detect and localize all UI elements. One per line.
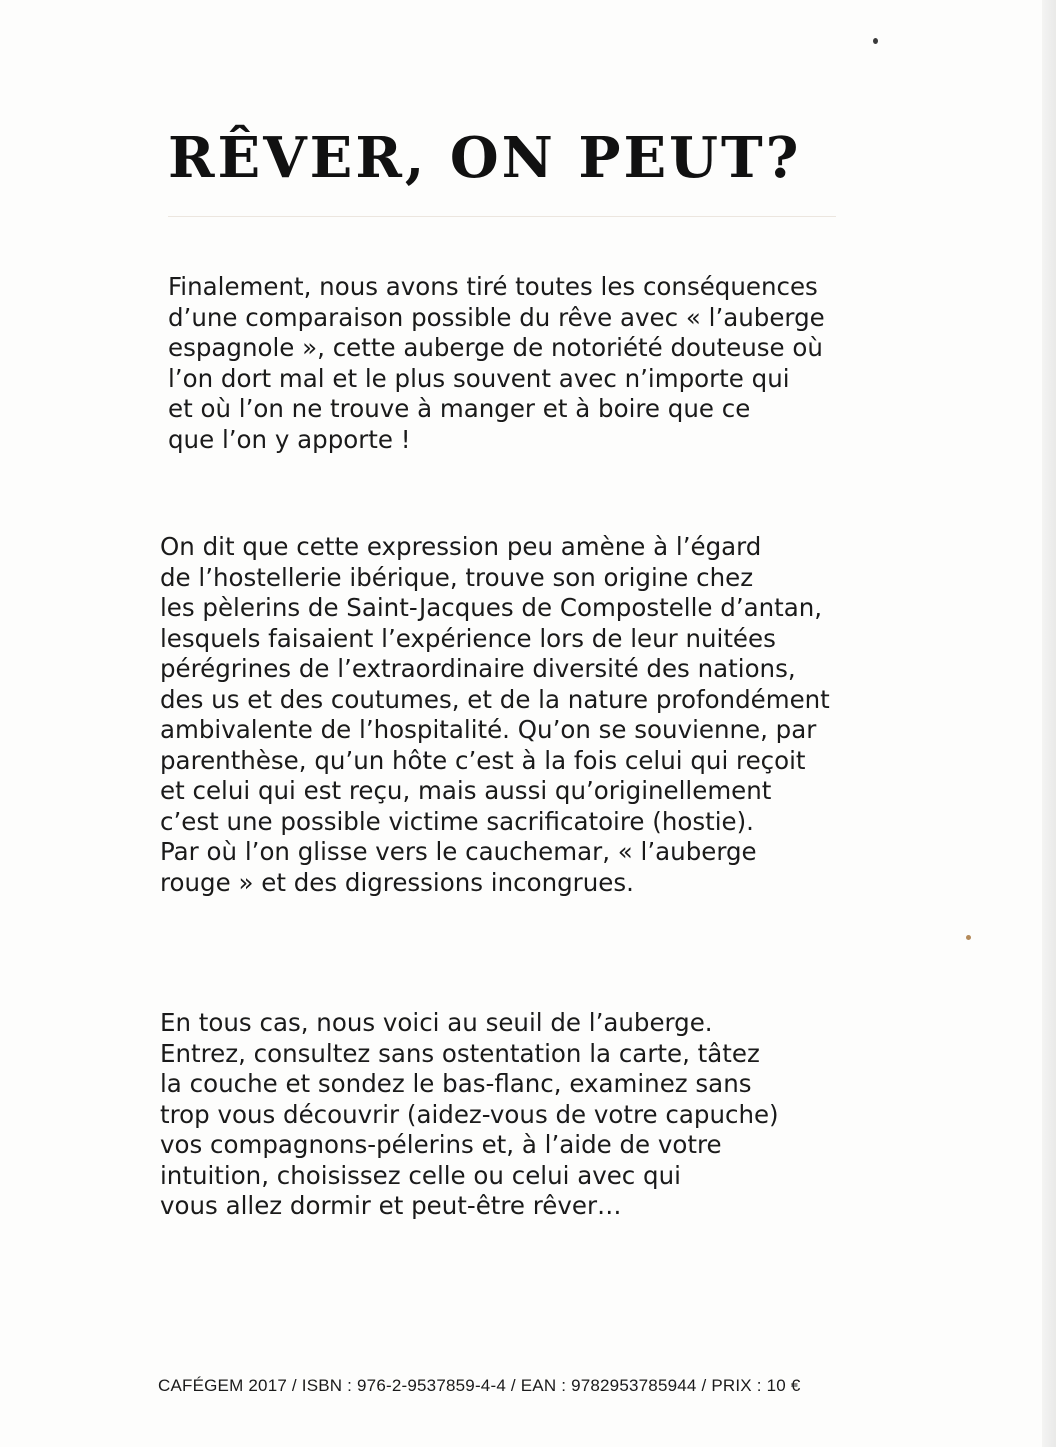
text-line: espagnole », cette auberge de notoriété douteuse où <box>168 333 823 362</box>
text-line: vos compagnons-pélerins et, à l’aide de votre <box>160 1130 722 1159</box>
text-line: et celui qui est reçu, mais aussi qu’originellement <box>160 776 772 805</box>
text-line: Par où l’on glisse vers le cauchemar, « l’auberge <box>160 837 757 866</box>
text-line: ambivalente de l’hospitalité. Qu’on se souvienne, par <box>160 715 817 744</box>
text-line: et où l’on ne trouve à manger et à boire que ce <box>168 394 751 423</box>
publication-info: CAFÉGEM 2017 / ISBN : 976-2-9537859-4-4 / EAN : 9782953785944 / PRIX : 10 € <box>158 1376 801 1395</box>
text-line: d’une comparaison possible du rêve avec « l’auberge <box>168 302 825 332</box>
text-line: rouge » et des digressions incongrues. <box>160 867 634 897</box>
print-speck <box>966 935 971 940</box>
page-edge-shadow <box>1042 0 1056 1447</box>
text-line: parenthèse, qu’un hôte c’est à la fois celui qui reçoit <box>160 745 806 775</box>
text-line: l’on dort mal et le plus souvent avec n’importe qui <box>168 363 790 393</box>
title-divider <box>168 216 836 217</box>
text-line: Finalement, nous avons tiré toutes les conséquences <box>168 272 818 301</box>
text-line: vous allez dormir et peut-être rêver… <box>160 1191 622 1220</box>
text-line: intuition, choisissez celle ou celui avec qui <box>160 1160 681 1190</box>
page-title: RÊVER, ON PEUT? <box>168 125 802 191</box>
paragraph-1 <box>168 272 825 455</box>
print-speck <box>873 38 878 44</box>
text-line: les pèlerins de Saint-Jacques de Compostelle d’antan, <box>160 593 823 622</box>
paragraph-3 <box>160 1008 779 1222</box>
text-line: trop vous découvrir (aidez-vous de votre capuche) <box>160 1099 779 1129</box>
text-line: des us et des coutumes, et de la nature profondément <box>160 684 830 714</box>
text-line: lesquels faisaient l’expérience lors de leur nuitées <box>160 623 776 653</box>
text-line: c’est une possible victime sacrificatoire (hostie). <box>160 806 754 836</box>
paragraph-2 <box>160 532 830 898</box>
text-line: la couche et sondez le bas-flanc, examinez sans <box>160 1069 752 1098</box>
text-line: Entrez, consultez sans ostentation la carte, tâtez <box>160 1038 760 1068</box>
text-line: de l’hostellerie ibérique, trouve son origine chez <box>160 562 754 592</box>
text-line: On dit que cette expression peu amène à l’égard <box>160 532 762 561</box>
text-line: que l’on y apporte ! <box>168 424 411 454</box>
text-line: pérégrines de l’extraordinaire diversité des nations, <box>160 654 796 683</box>
text-line: En tous cas, nous voici au seuil de l’auberge. <box>160 1008 713 1037</box>
